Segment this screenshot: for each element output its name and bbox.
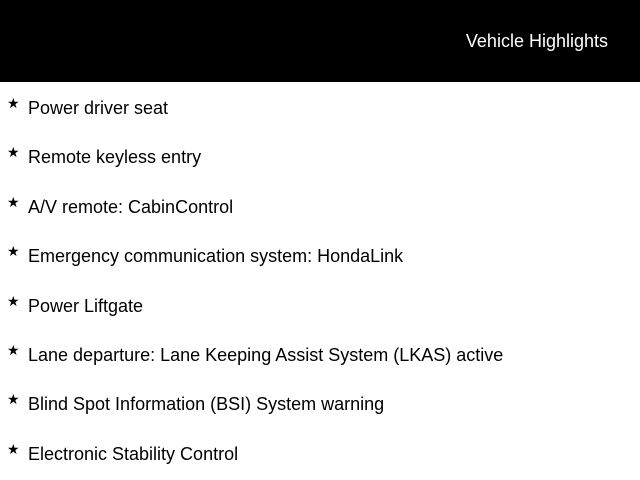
list-item (0, 131, 640, 180)
list-item (0, 181, 640, 230)
page-title: Vehicle Highlights (465, 31, 608, 51)
list-item (0, 82, 640, 131)
list-item (0, 329, 640, 378)
star-icon: ★ (7, 145, 20, 162)
star-icon: ★ (7, 392, 20, 409)
highlights-list (0, 82, 640, 477)
list-item-label: Remote keyless entry (28, 147, 202, 168)
list-item-label: Electronic Stability Control (28, 443, 239, 464)
list-item (0, 428, 640, 477)
list-item-label: A/V remote: CabinControl (28, 196, 234, 217)
header-bar (0, 0, 640, 82)
list-item (0, 230, 640, 279)
star-icon: ★ (7, 244, 20, 261)
list-item (0, 378, 640, 427)
star-icon: ★ (7, 194, 20, 211)
star-icon: ★ (7, 293, 20, 310)
list-item (0, 280, 640, 329)
list-item-label: Lane departure: Lane Keeping Assist System (LKAS) active (28, 344, 504, 365)
list-item-label: Blind Spot Information (BSI) System warning (28, 394, 385, 415)
list-item-label: Power driver seat (28, 98, 169, 118)
star-icon: ★ (7, 342, 20, 359)
star-icon: ★ (7, 441, 20, 458)
list-item-label: Power Liftgate (28, 295, 144, 316)
list-item-label: Emergency communication system: HondaLink (28, 246, 404, 267)
star-icon: ★ (7, 96, 20, 112)
